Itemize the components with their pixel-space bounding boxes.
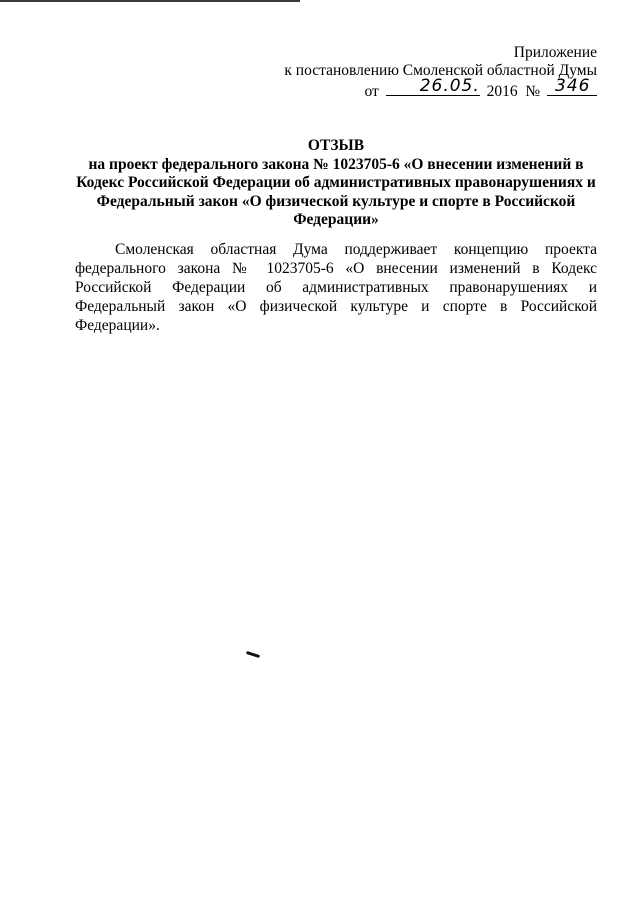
scan-edge-line — [0, 0, 300, 2]
appendix-header — [284, 44, 597, 101]
appendix-date-row — [284, 76, 597, 101]
number-prefix: № — [525, 83, 541, 100]
date-field — [386, 76, 480, 96]
ink-smudge — [246, 651, 260, 658]
appendix-resolution-ref: к постановлению Смоленской областной Думы — [284, 62, 597, 79]
handwritten-date: 26.05. — [419, 76, 480, 96]
document-title — [75, 137, 597, 230]
handwritten-number: 346 — [555, 76, 591, 96]
title-heading: ОТЗЫВ — [307, 137, 365, 154]
title-subject: на проект федерального закона № 1023705-6 «О внесении изменений в Кодекс Российской Федерации об административных правонарушениях и Федеральный закон «О физической культуре и спорте в Российской Федерации» — [76, 155, 596, 228]
year: 2016 — [486, 83, 518, 100]
appendix-label: Приложение — [513, 44, 597, 61]
date-prefix: от — [364, 83, 379, 100]
number-field — [547, 76, 597, 96]
body-paragraph: Смоленская областная Дума поддерживает концепцию проекта федерального закона № 1023705-6 «О внесении изменений в Кодекс Российской Федерации об административных правонарушениях и Федеральный закон «О физической культуре и спорте в Российской Федерации». — [75, 241, 597, 334]
